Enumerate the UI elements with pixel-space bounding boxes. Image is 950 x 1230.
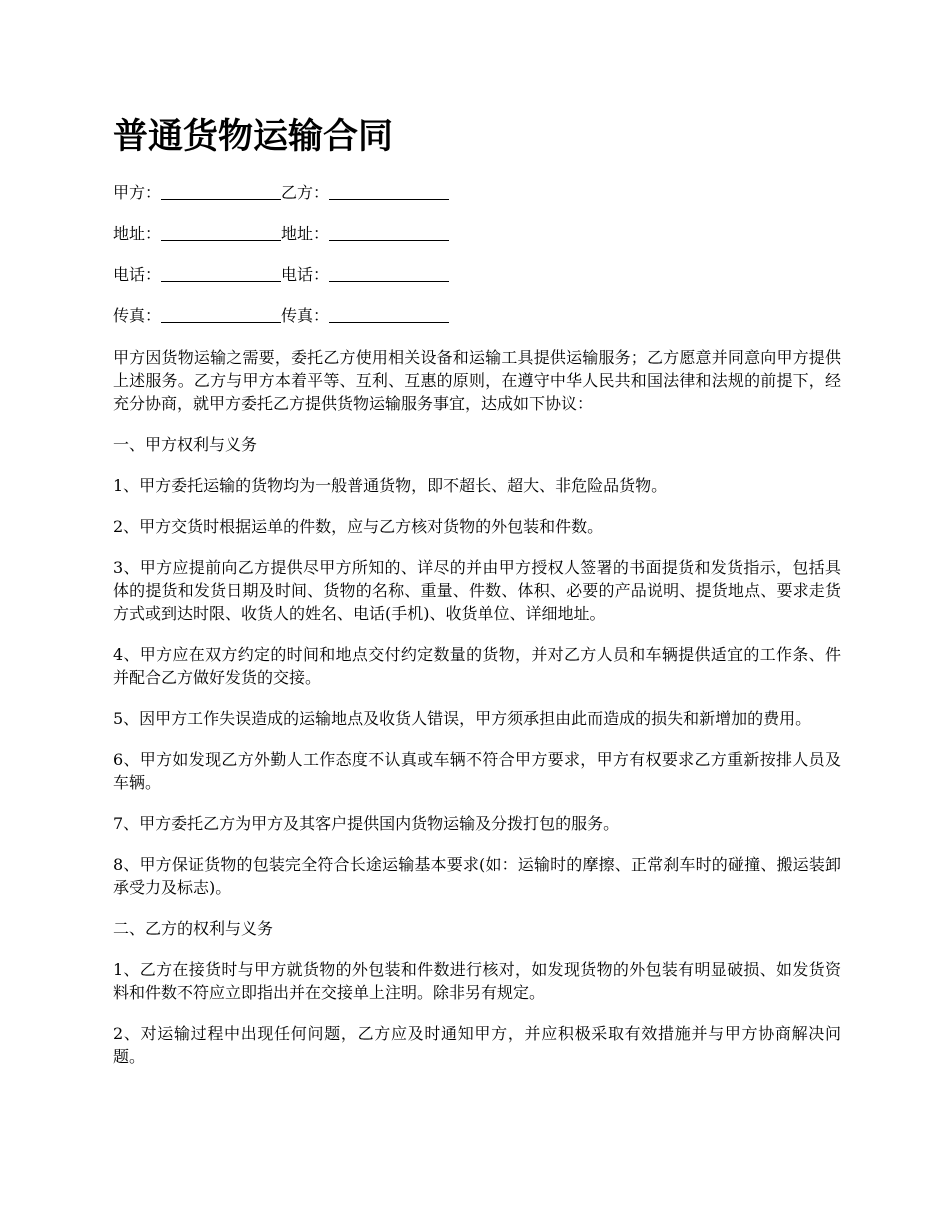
party-b-phone-blank <box>329 267 449 282</box>
party-line-name <box>113 182 841 204</box>
party-a-phone-blank <box>161 267 281 282</box>
party-b-name-blank <box>329 185 449 200</box>
party-b-address-blank <box>329 226 449 241</box>
clause-b-2: 2、对运输过程中出现任何问题，乙方应及时通知甲方，并应积极采取有效措施并与甲方协商解决问题。 <box>113 1024 841 1066</box>
party-b-phone-label: 电话： <box>281 265 330 284</box>
party-line-fax <box>113 305 841 327</box>
clause-a-2: 2、甲方交货时根据运单的件数，应与乙方核对货物的外包装和件数。 <box>113 517 604 536</box>
clause-a-5: 5、因甲方工作失误造成的运输地点及收货人错误，甲方须承担由此而造成的损失和新增加的费用。 <box>113 709 812 728</box>
party-a-fax-label: 传真： <box>113 306 162 325</box>
party-a-fax-blank <box>161 308 281 323</box>
party-a-phone-label: 电话： <box>113 265 162 284</box>
clause-a-7: 7、甲方委托乙方为甲方及其客户提供国内货物运输及分拨打包的服务。 <box>113 814 620 833</box>
party-a-name-blank <box>161 185 281 200</box>
clause-a-4: 4、甲方应在双方约定的时间和地点交付约定数量的货物，并对乙方人员和车辆提供适宜的工作条、件并配合乙方做好发货的交接。 <box>113 645 841 687</box>
party-b-address-label: 地址： <box>281 224 330 243</box>
party-b-name-label: 乙方： <box>281 183 330 202</box>
party-line-phone <box>113 264 841 286</box>
party-a-name-label: 甲方： <box>113 183 162 202</box>
section-heading-party-b: 二、乙方的权利与义务 <box>113 919 274 938</box>
party-a-address-label: 地址： <box>113 224 162 243</box>
party-b-fax-blank <box>329 308 449 323</box>
preamble-paragraph: 甲方因货物运输之需要，委托乙方使用相关设备和运输工具提供运输服务；乙方愿意并同意向甲方提供上述服务。乙方与甲方本着平等、互利、互惠的原则，在遵守中华人民共和国法律和法规的前提下，经充分协商，就甲方委托乙方提供货物运输服务事宜，达成如下协议： <box>113 348 841 413</box>
clause-a-6: 6、甲方如发现乙方外勤人工作态度不认真或车辆不符合甲方要求，甲方有权要求乙方重新按排人员及车辆。 <box>113 750 841 792</box>
contract-page <box>113 112 841 1086</box>
document-title: 普通货物运输合同 <box>113 116 394 157</box>
section-heading-party-a: 一、甲方权利与义务 <box>113 435 258 454</box>
party-a-address-blank <box>161 226 281 241</box>
party-line-address <box>113 223 841 245</box>
clause-a-8: 8、甲方保证货物的包装完全符合长途运输基本要求(如：运输时的摩擦、正常刹车时的碰撞、搬运装卸承受力及标志)。 <box>113 855 841 897</box>
party-b-fax-label: 传真： <box>281 306 330 325</box>
clause-a-3: 3、甲方应提前向乙方提供尽甲方所知的、详尽的并由甲方授权人签署的书面提货和发货指示，包括具体的提货和发货日期及时间、货物的名称、重量、件数、体积、必要的产品说明、提货地点、要求走货方式或到达时限、收货人的姓名、电话(手机)、收货单位、详细地址。 <box>113 558 841 623</box>
clause-a-1: 1、甲方委托运输的货物均为一般普通货物，即不超长、超大、非危险品货物。 <box>113 476 668 495</box>
clause-b-1: 1、乙方在接货时与甲方就货物的外包装和件数进行核对，如发现货物的外包装有明显破损、如发货资料和件数不符应立即指出并在交接单上注明。除非另有规定。 <box>113 960 841 1002</box>
